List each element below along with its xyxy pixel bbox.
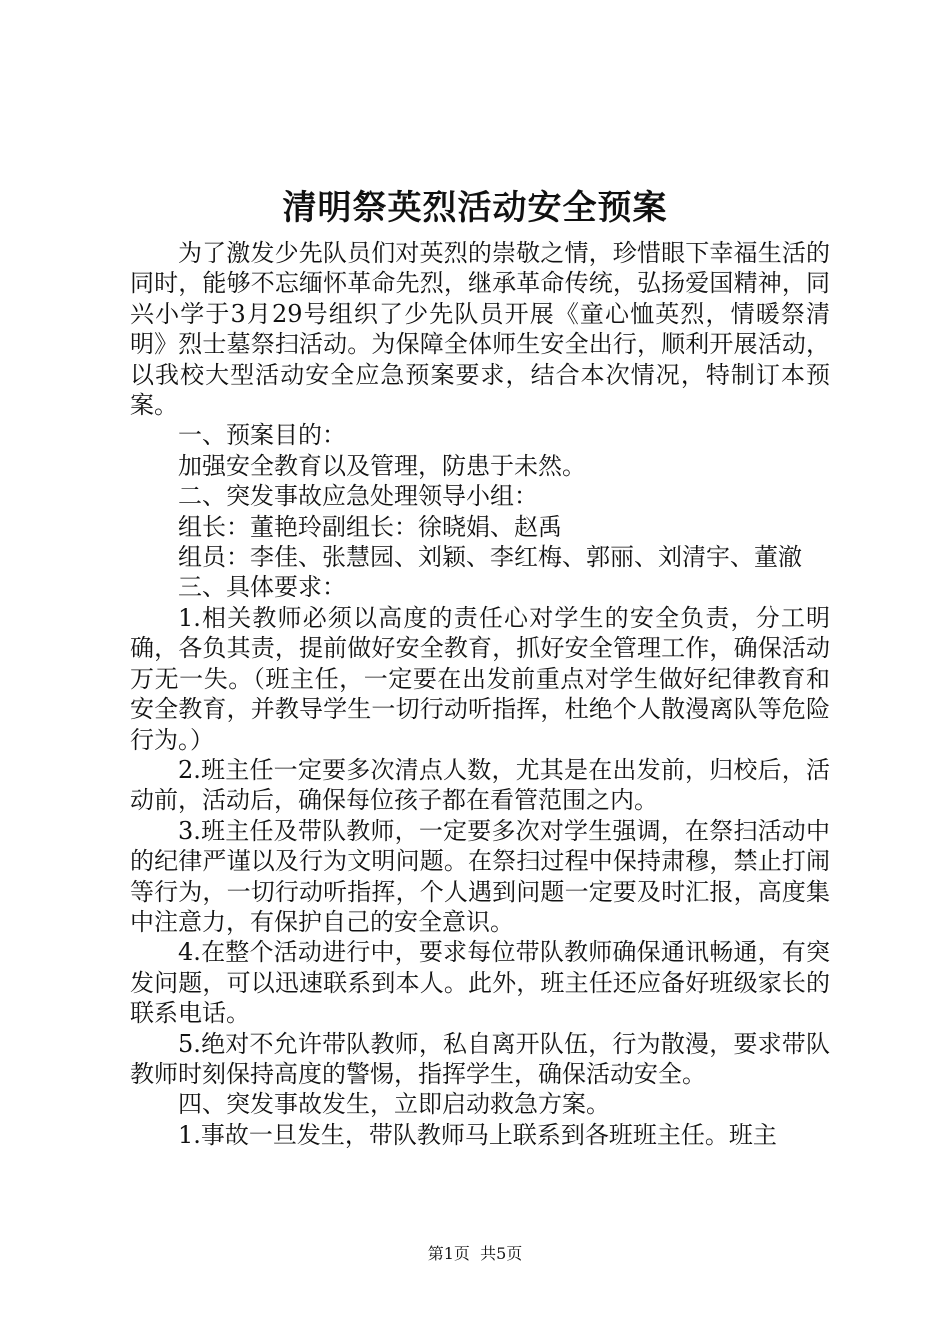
paragraph: 组员：李佳、张慧园、刘颖、李红梅、郭丽、刘清宇、董澈 <box>178 543 802 572</box>
paragraph: 1.事故一旦发生，带队教师马上联系到各班班主任。班主 <box>178 1120 777 1149</box>
paragraph: 5.绝对不允许带队教师，私自离开队伍，行为散漫，要求带队教师时刻保持高度的警惕，指挥学生，确保活动安全。 <box>130 1029 830 1088</box>
document-title: 清明祭英烈活动安全预案 <box>282 188 668 228</box>
heading-section-4: 四、突发事故发生，立即启动救急方案。 <box>178 1090 610 1119</box>
paragraph: 1.相关教师必须以高度的责任心对学生的安全负责，分工明确，各负其责，提前做好安全教育，抓好安全管理工作，确保活动万无一失。（班主任，一定要在出发前重点对学生做好纪律教育和安全教育，并教导学生一切行动听指挥，杜绝个人散漫离队等危险行为。） <box>130 603 830 754</box>
document-body <box>130 238 830 1150</box>
paragraph: 加强安全教育以及管理，防患于未然。 <box>178 451 586 480</box>
page-total: 共5页 <box>480 1244 523 1263</box>
page-number: 第1页 <box>427 1244 470 1263</box>
heading-section-3: 三、具体要求： <box>178 573 346 602</box>
page-footer <box>0 1244 950 1264</box>
paragraph: 4.在整个活动进行中，要求每位带队教师确保通讯畅通，有突发问题，可以迅速联系到本人。此外，班主任还应备好班级家长的联系电话。 <box>130 938 830 1028</box>
heading-section-1: 一、预案目的： <box>178 421 346 450</box>
footer-spacer <box>470 1244 480 1263</box>
paragraph: 2.班主任一定要多次清点人数，尤其是在出发前，归校后，活动前，活动后，确保每位孩子都在看管范围之内。 <box>130 755 830 815</box>
paragraph: 3.班主任及带队教师，一定要多次对学生强调，在祭扫活动中的纪律严谨以及行为文明问题。在祭扫过程中保持肃穆，禁止打闹等行为，一切行动听指挥，个人遇到问题一定要及时汇报，高度集中注意力，有保护自己的安全意识。 <box>130 816 830 936</box>
heading-section-2: 二、突发事故应急处理领导小组： <box>178 482 538 511</box>
paragraph: 组长：董艳玲副组长：徐晓娟、赵禹 <box>178 512 562 541</box>
paragraph-intro: 为了激发少先队员们对英烈的崇敬之情，珍惜眼下幸福生活的同时，能够不忘缅怀革命先烈，继承革命传统，弘扬爱国精神，同兴小学于3月29号组织了少先队员开展《童心恤英烈，情暖祭清明》烈士墓祭扫活动。为保障全体师生安全出行，顺利开展活动，以我校大型活动安全应急预案要求，结合本次情况，特制订本预案。 <box>130 239 830 420</box>
